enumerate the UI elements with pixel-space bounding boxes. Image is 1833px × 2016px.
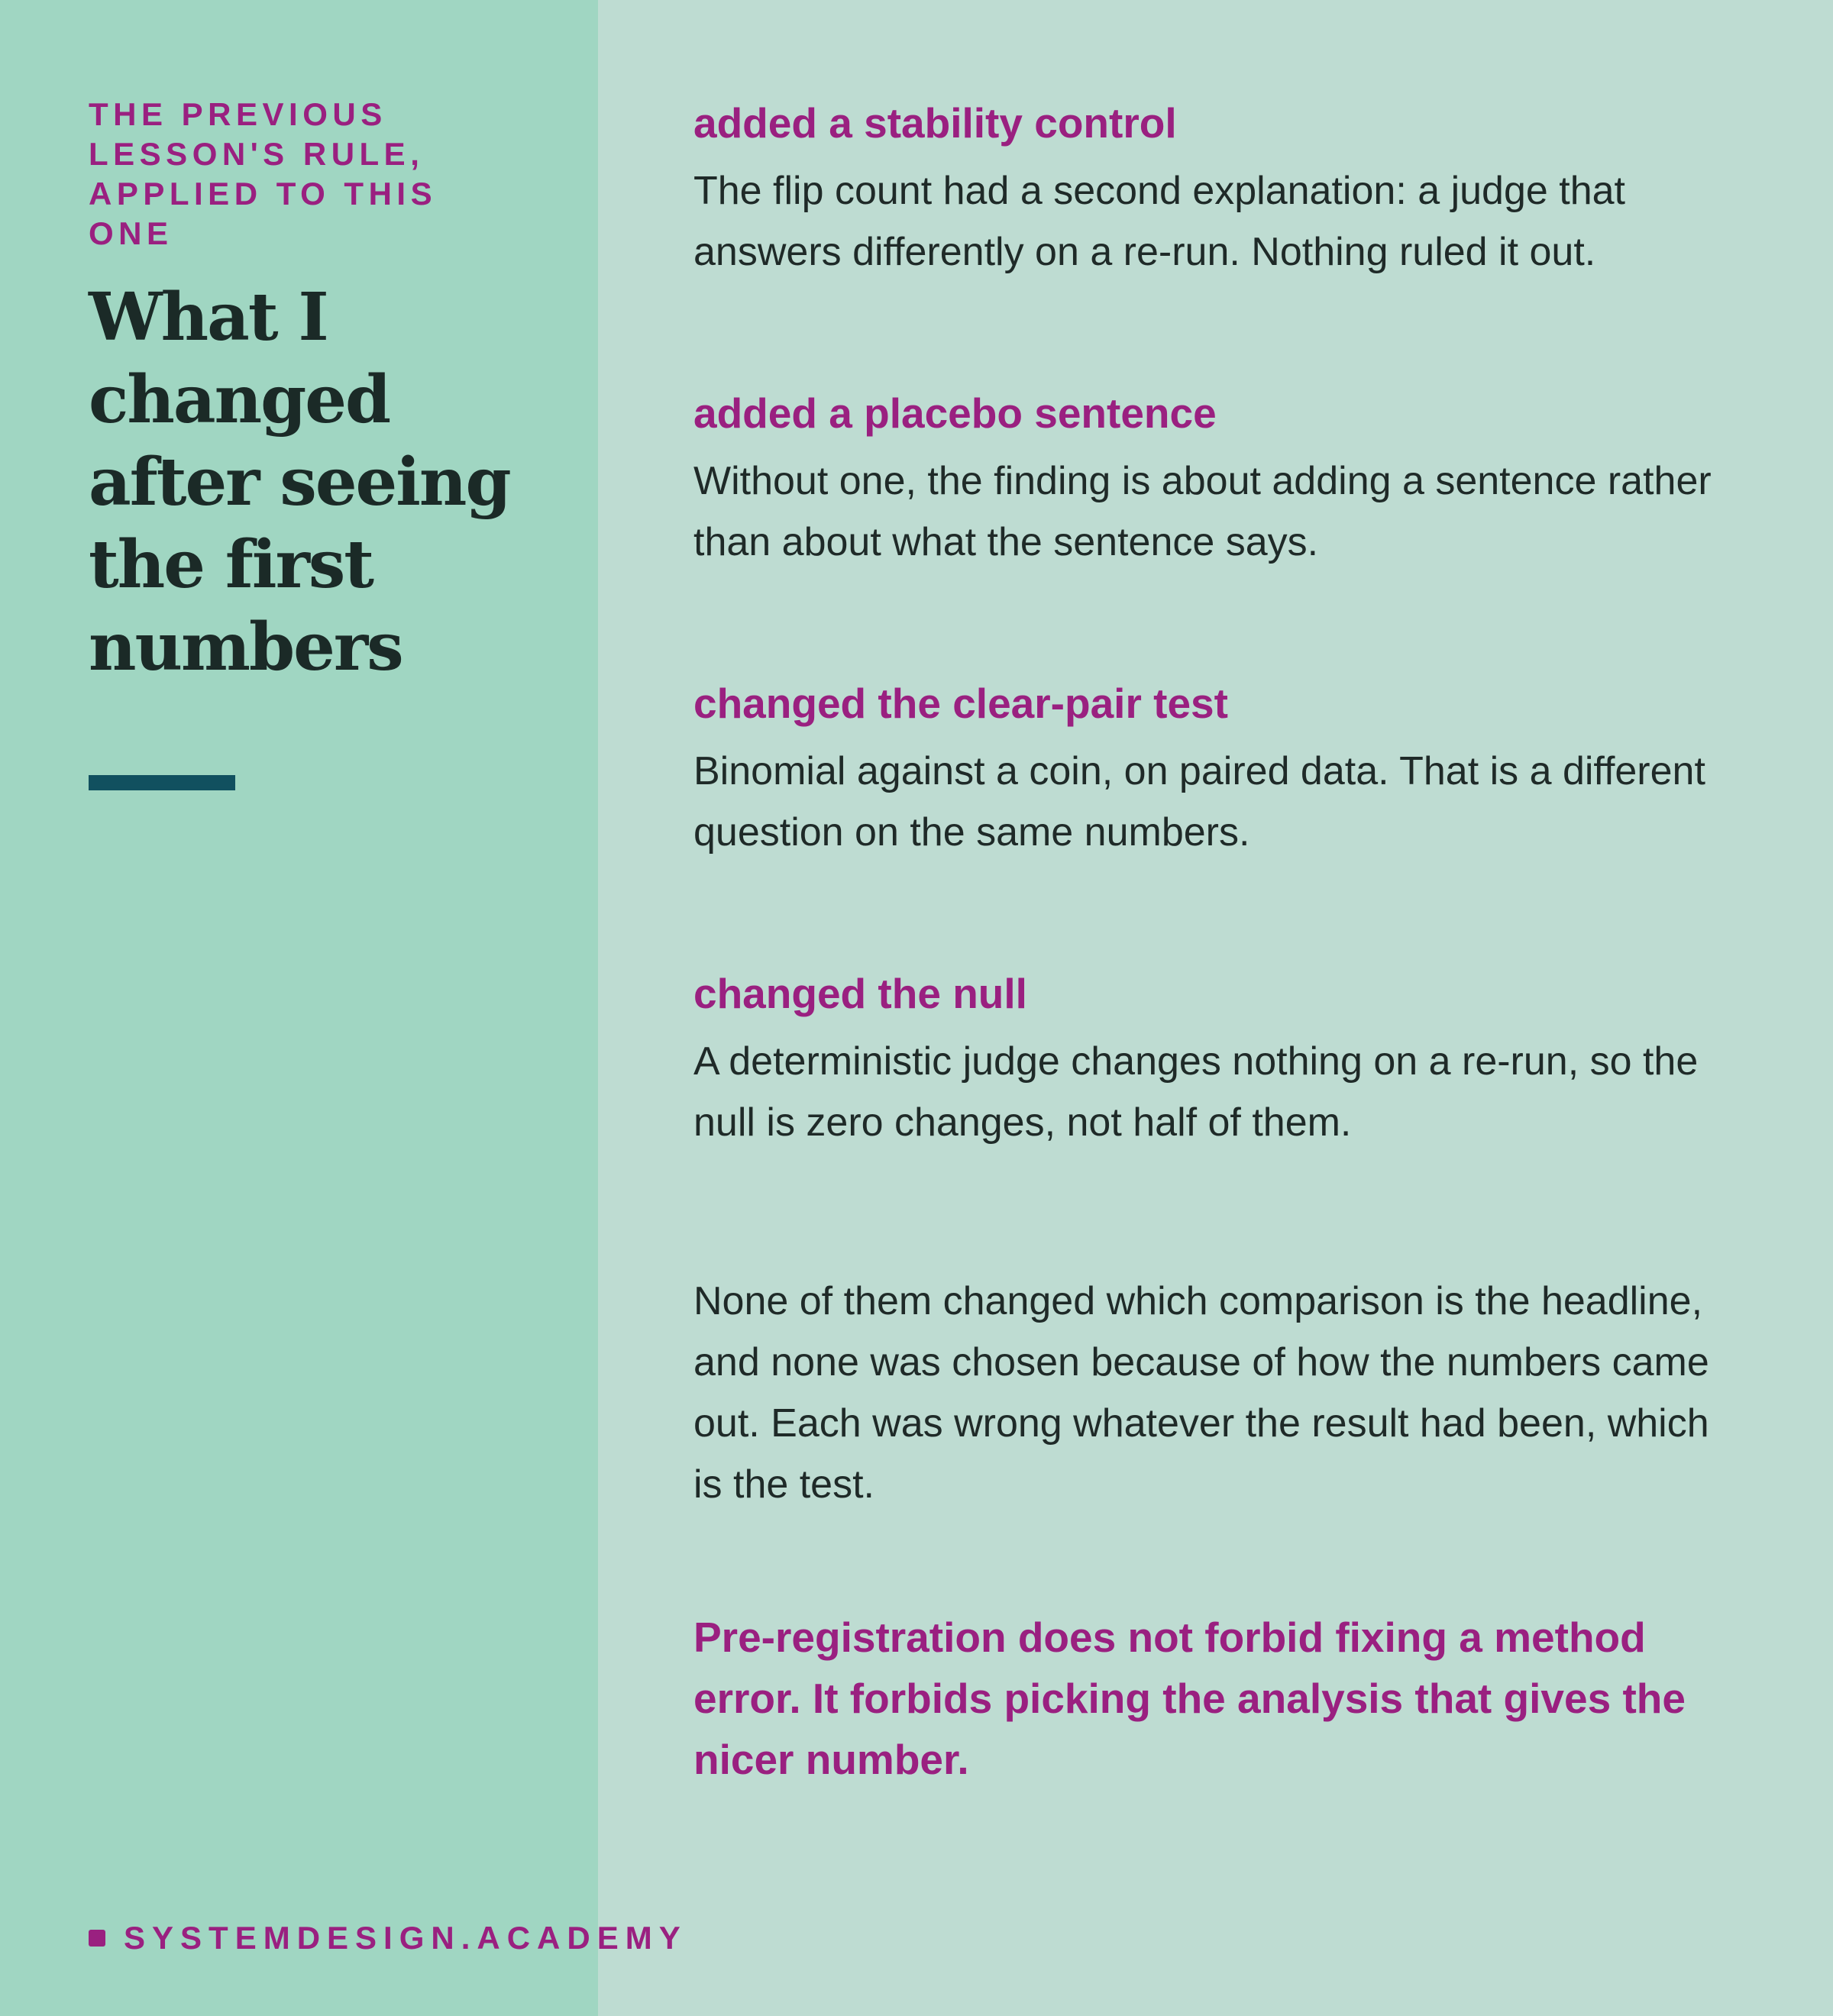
change-heading: changed the clear-pair test [693, 680, 1228, 727]
footer-brand [89, 1915, 687, 1961]
change-body: Without one, the finding is about adding a sentence rather than about what the sentence says. [693, 459, 1712, 564]
page-title: What I changed after seeing the first numbers [89, 279, 510, 686]
change-heading: changed the null [693, 970, 1027, 1017]
change-item-clear-pair-test [693, 678, 1732, 863]
change-item-null [693, 968, 1732, 1153]
eyebrow-label: THE PREVIOUS LESSON'S RULE, APPLIED TO THIS ONE [89, 96, 438, 251]
change-body: Binomial against a coin, on paired data. That is a different question on the same numbers. [693, 749, 1705, 855]
change-body: The flip count had a second explanation: a judge that answers differently on a re-run. Nothing ruled it out. [693, 169, 1625, 274]
change-heading: added a placebo sentence [693, 389, 1217, 437]
change-body: A deterministic judge changes nothing on a re-run, so the null is zero changes, not half of them. [693, 1039, 1699, 1145]
change-heading: added a stability control [693, 99, 1177, 147]
conclusion-statement: Pre-registration does not forbid fixing a method error. It forbids picking the analysis that gives the nicer number. [693, 1614, 1686, 1783]
brand-name: SYSTEMDESIGN.ACADEMY [124, 1920, 687, 1956]
brand-square-icon [89, 1930, 105, 1947]
summary-paragraph: None of them changed which comparison is the headline, and none was chosen because of how the numbers came out. Each was wrong whatever the result had been, which is the test. [693, 1279, 1709, 1507]
change-item-placebo-sentence [693, 388, 1732, 573]
change-item-stability-control [693, 98, 1732, 283]
accent-rule [89, 775, 235, 790]
